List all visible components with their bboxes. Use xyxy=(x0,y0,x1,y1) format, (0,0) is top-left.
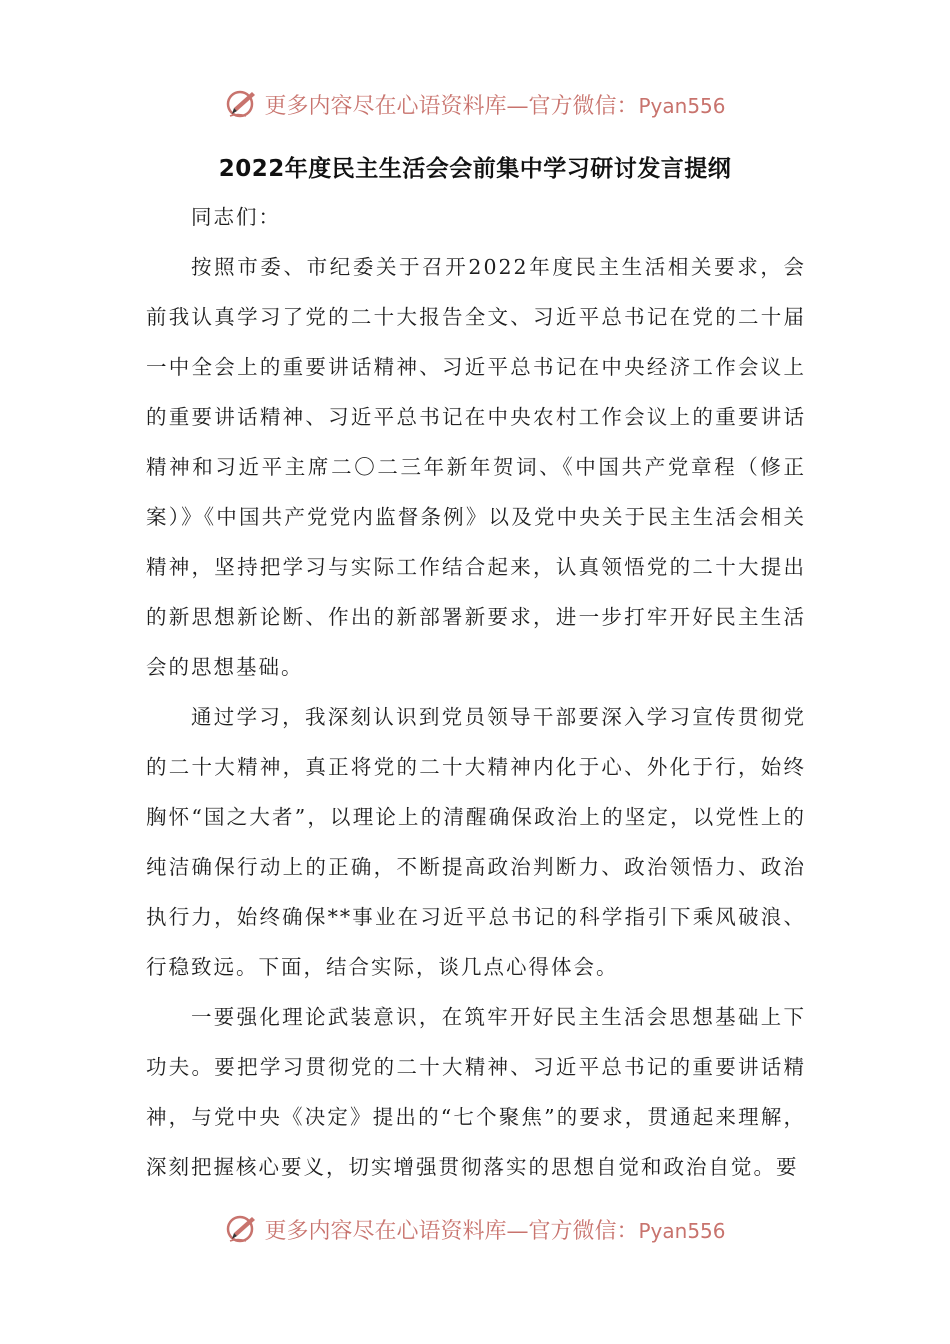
salutation: 同志们： xyxy=(191,205,281,229)
document-title: 2022年度民主生活会会前集中学习研讨发言提纲 xyxy=(218,156,732,182)
paragraph-2: 通过学习，我深刻认识到党员领导干部要深入学习宣传贯彻党的二十大精神，真正将党的二十大精神内化于心、外化于行，始终胸怀“国之大者”，以理论上的清醒确保政治上的坚定，以党性上的纯洁确保行动上的正确，不断提高政治判断力、政治领悟力、政治执行力，始终确保**事业在习近平总书记的科学指引下乘风破浪、行稳致远。下面，结合实际，谈几点心得体会。 xyxy=(146,705,806,979)
wechat-id-bottom: Pyan556 xyxy=(638,1218,726,1243)
watermark-text-bottom: 更多内容尽在心语资料库—官方微信：Pyan556 xyxy=(264,1218,726,1244)
wechat-id-top: Pyan556 xyxy=(638,93,726,118)
watermark-banner-bottom xyxy=(0,1207,950,1251)
watermark-banner-top xyxy=(0,82,950,126)
document-body xyxy=(146,192,806,1192)
paragraph-3: 一要强化理论武装意识，在筑牢开好民主生活会思想基础上下功夫。要把学习贯彻党的二十大精神、习近平总书记的重要讲话精神，与党中央《决定》提出的“七个聚焦”的要求，贯通起来理解，深刻把握核心要义，切实增强贯彻落实的思想自觉和政治自觉。要 xyxy=(146,1005,806,1179)
pen-logo-icon xyxy=(224,1211,260,1247)
pen-logo-icon xyxy=(224,86,260,122)
paragraph-1: 按照市委、市纪委关于召开2022年度民主生活相关要求，会前我认真学习了党的二十大报告全文、习近平总书记在党的二十届一中全会上的重要讲话精神、习近平总书记在中央经济工作会议上的重要讲话精神、习近平总书记在中央农村工作会议上的重要讲话精神和习近平主席二〇二三年新年贺词、《中国共产党章程（修正案）》《中国共产党党内监督条例》以及党中央关于民主生活会相关精神，坚持把学习与实际工作结合起来，认真领悟党的二十大提出的新思想新论断、作出的新部署新要求，进一步打牢开好民主生活会的思想基础。 xyxy=(146,255,806,679)
watermark-text-top: 更多内容尽在心语资料库—官方微信：Pyan556 xyxy=(264,93,726,119)
